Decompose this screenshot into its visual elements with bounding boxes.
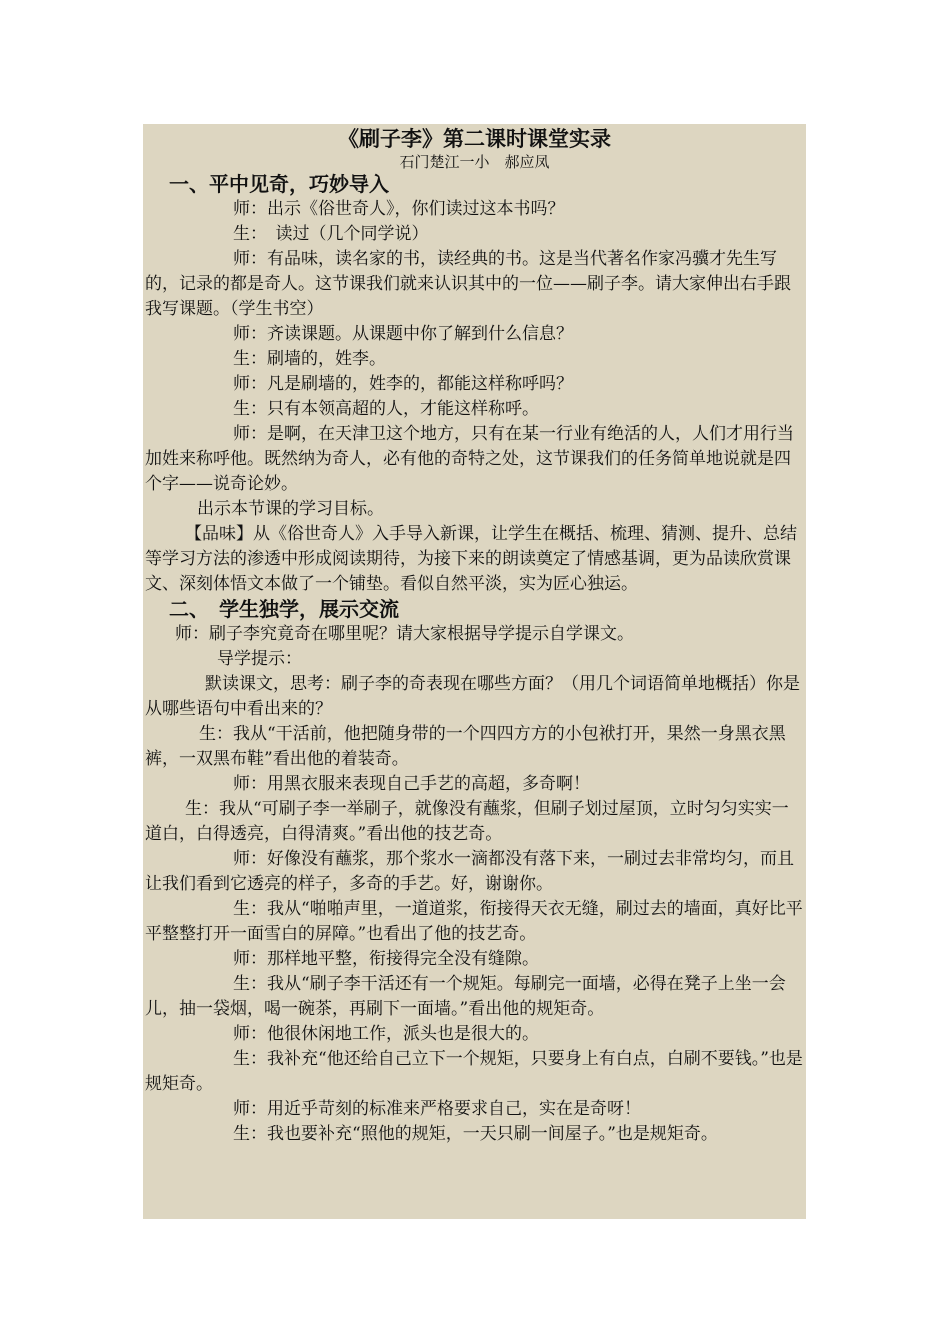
paragraph: 生：刷墙的，姓李。 — [233, 349, 386, 369]
paragraph: 生：我从“啪啪声里，一道道浆，衔接得天衣无缝，刷过去的墙面，真好比平平整整打开一面雪白的屏障。”也看出了他的技艺奇。 — [145, 899, 803, 944]
paragraph: 生：只有本领高超的人，才能这样称呼。 — [233, 399, 539, 419]
paragraph: 导学提示： — [217, 649, 302, 669]
paragraph: 生： 读过（几个同学说） — [233, 224, 429, 244]
document-body — [143, 124, 806, 1219]
paragraph: 师：是啊，在天津卫这个地方，只有在某一行业有绝活的人，人们才用行当加姓来称呼他。既然纳为奇人，必有他的奇特之处，这节课我们的任务简单地说就是四个字——说奇论妙。 — [145, 424, 794, 494]
paragraph: 生：我从“可刷子李一举刷子，就像没有蘸浆，但刷子划过屋顶，立时匀匀实实一道白，白得透亮，白得清爽。”看出他的技艺奇。 — [145, 799, 789, 844]
paragraph: 师：用黑衣服来表现自己手艺的高超，多奇啊！ — [233, 774, 590, 794]
paragraph: 师：好像没有蘸浆，那个浆水一滴都没有落下来，一刷过去非常均匀，而且让我们看到它透亮的样子，多奇的手艺。好，谢谢你。 — [145, 849, 794, 894]
paragraph: 生：我从“刷子李干活还有一个规矩。每刷完一面墙，必得在凳子上坐一会儿，抽一袋烟，喝一碗茶，再刷下一面墙。”看出他的规矩奇。 — [145, 974, 786, 1019]
paragraph: 默读课文，思考：刷子李的奇表现在哪些方面？（用几个词语简单地概括）你是从哪些语句中看出来的？ — [145, 674, 800, 719]
paragraph: 生：我从“干活前，他把随身带的一个四四方方的小包袱打开，果然一身黑衣黑裤，一双黑布鞋”看出他的着装奇。 — [145, 724, 786, 769]
section-heading-2: 二、 学生独学，展示交流 — [169, 597, 399, 621]
paragraph: 生：我也要补充“照他的规矩，一天只刷一间屋子。”也是规矩奇。 — [233, 1124, 718, 1144]
paragraph: 师：齐读课题。从课题中你了解到什么信息？ — [233, 324, 573, 344]
paragraph: 师：刷子李究竟奇在哪里呢？请大家根据导学提示自学课文。 — [175, 624, 634, 644]
paragraph: 师：他很休闲地工作，派头也是很大的。 — [233, 1024, 539, 1044]
paragraph: 生：我补充“他还给自己立下一个规矩，只要身上有白点，白刷不要钱。”也是规矩奇。 — [145, 1049, 803, 1094]
paragraph: 师：凡是刷墙的，姓李的，都能这样称呼吗？ — [233, 374, 573, 394]
section-heading-1: 一、平中见奇，巧妙导入 — [169, 172, 389, 196]
paragraph: 师：那样地平整，衔接得完全没有缝隙。 — [233, 949, 539, 969]
paragraph: 师：有品味，读名家的书，读经典的书。这是当代著名作家冯骥才先生写的，记录的都是奇人。这节课我们就来认识其中的一位——刷子李。请大家伸出右手跟我写课题。（学生书空） — [145, 249, 791, 319]
author-line: 石门楚江一小 郝应凤 — [399, 153, 550, 171]
paragraph: 师：用近乎苛刻的标准来严格要求自己，实在是奇呀！ — [233, 1099, 641, 1119]
paragraph: 出示本节课的学习目标。 — [197, 499, 384, 519]
paragraph: 师：出示《俗世奇人》，你们读过这本书吗？ — [233, 199, 565, 219]
document-title: 《刷子李》第二课时课堂实录 — [338, 127, 611, 151]
commentary-paragraph: 【品味】从《俗世奇人》入手导入新课，让学生在概括、梳理、猜测、提升、总结等学习方法的渗透中形成阅读期待，为接下来的朗读奠定了情感基调，更为品读欣赏课文、深刻体悟文本做了一个铺垫。看似自然平淡，实为匠心独运。 — [145, 524, 797, 594]
